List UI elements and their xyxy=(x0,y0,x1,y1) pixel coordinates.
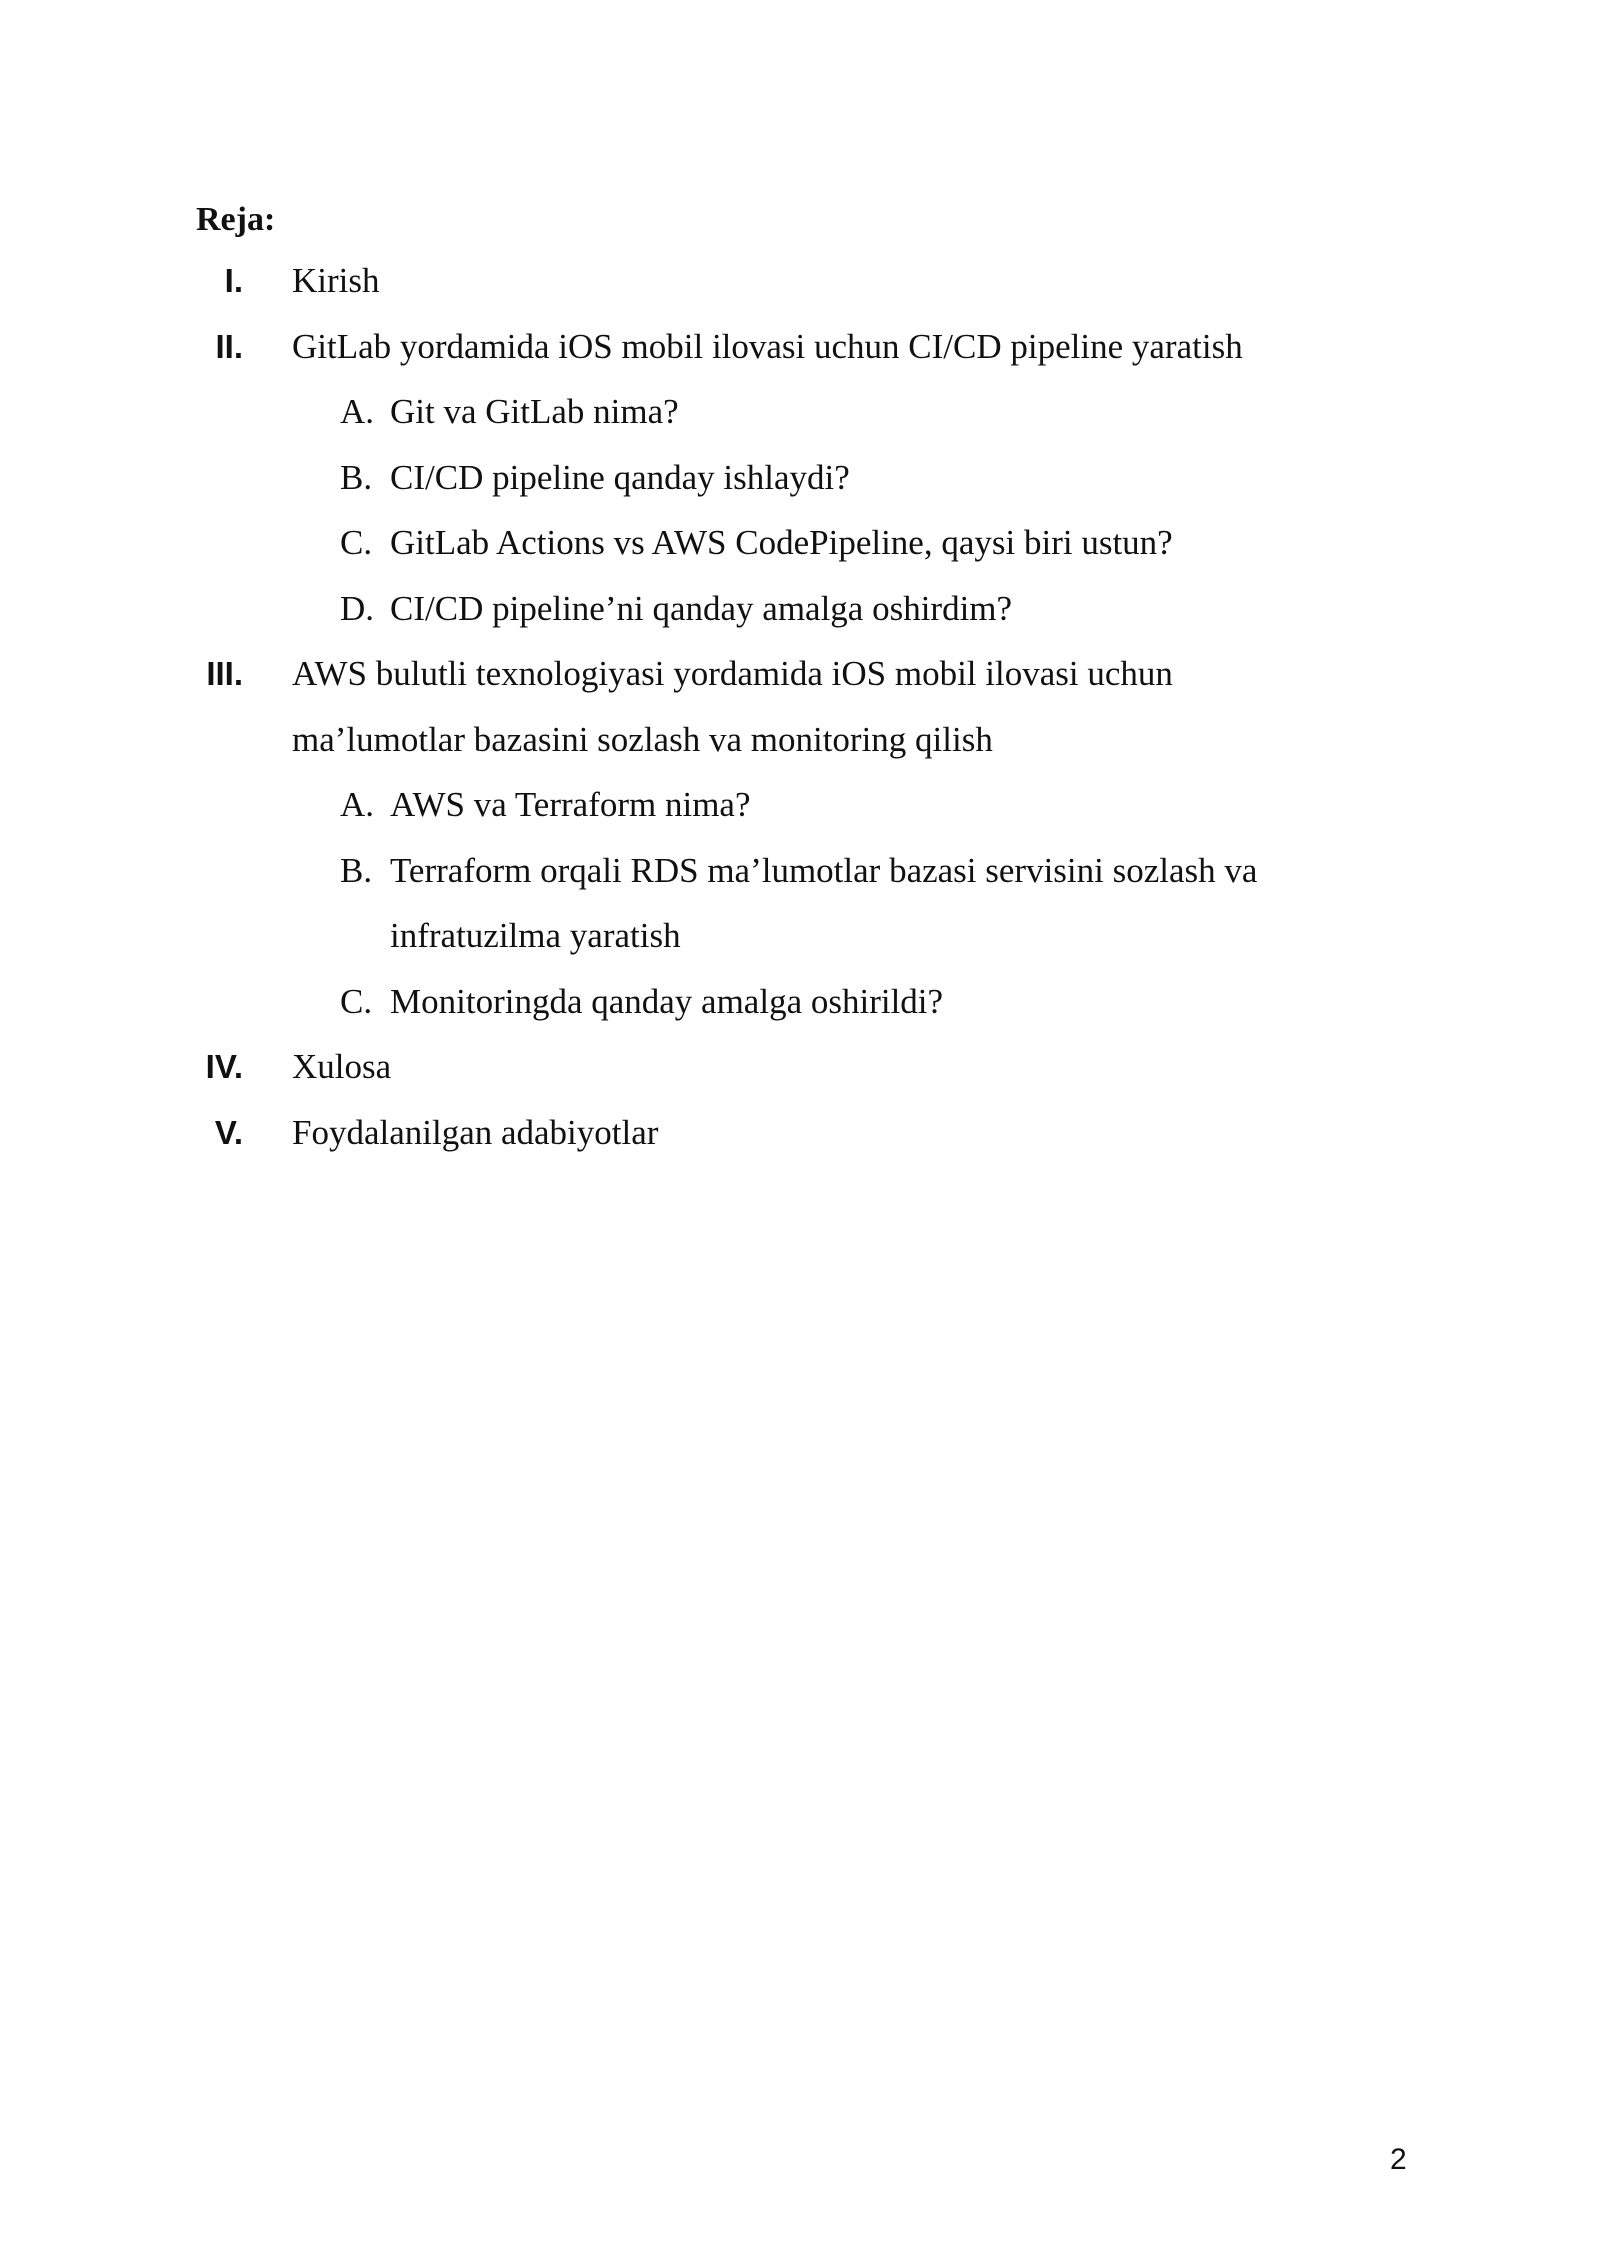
outline-item-text: Foydalanilgan adabiyotlar xyxy=(292,1112,659,1152)
outline-item-text: AWS bulutli texnologiyasi yordamida iOS mobil ilovasi uchun xyxy=(292,654,1173,693)
outline-heading: Reja: xyxy=(196,201,276,238)
roman-numeral: IV. xyxy=(205,1048,243,1085)
sub-item-2d xyxy=(0,582,1600,648)
sub-item-text: Terraform orqali RDS ma’lumotlar bazasi servisini sozlash va xyxy=(390,850,1258,890)
sub-item-letter: A. xyxy=(340,785,375,824)
sub-item-text-continuation: infratuzilma yaratish xyxy=(390,916,681,955)
sub-item-text: AWS va Terraform nima? xyxy=(390,785,751,824)
roman-numeral: I. xyxy=(224,262,243,299)
sub-item-3b xyxy=(0,844,1600,910)
sub-item-text: CI/CD pipeline’ni qanday amalga oshirdim? xyxy=(390,588,1013,628)
sub-item-letter: A. xyxy=(340,392,375,431)
outline-item-text: Kirish xyxy=(292,261,380,300)
sub-item-3c xyxy=(0,975,1600,1041)
outline-item-2 xyxy=(0,320,1600,386)
outline-item-text: GitLab yordamida iOS mobil ilovasi uchun CI/CD pipeline yaratish xyxy=(292,326,1243,366)
outline-item-3-continuation xyxy=(0,713,1600,779)
sub-item-3a xyxy=(0,778,1600,844)
sub-item-letter: B. xyxy=(340,850,373,890)
outline-item-5 xyxy=(0,1106,1600,1172)
roman-numeral: III. xyxy=(206,655,243,692)
sub-item-letter: B. xyxy=(340,457,373,497)
sub-item-letter: D. xyxy=(340,588,375,628)
sub-item-text: Git va GitLab nima? xyxy=(390,392,679,431)
sub-item-letter: C. xyxy=(340,523,373,562)
page-number: 2 xyxy=(1390,2143,1407,2176)
outline-item-3 xyxy=(0,647,1600,713)
roman-numeral: V. xyxy=(214,1113,243,1151)
sub-item-text: Monitoringda qanday amalga oshirildi? xyxy=(390,981,944,1021)
outline-list xyxy=(0,254,1600,1171)
sub-item-2a xyxy=(0,385,1600,451)
sub-item-2c xyxy=(0,516,1600,582)
outline-item-text-continuation: ma’lumotlar bazasini sozlash va monitoring qilish xyxy=(292,719,993,759)
sub-item-text: GitLab Actions vs AWS CodePipeline, qaysi biri ustun? xyxy=(390,523,1173,562)
outline-item-text: Xulosa xyxy=(292,1047,392,1086)
roman-numeral: II. xyxy=(215,327,243,365)
sub-item-2b xyxy=(0,451,1600,517)
sub-item-text: CI/CD pipeline qanday ishlaydi? xyxy=(390,457,850,497)
outline-item-1 xyxy=(0,254,1600,320)
sub-item-3b-continuation xyxy=(0,909,1600,975)
sub-item-letter: C. xyxy=(340,981,373,1021)
outline-item-4 xyxy=(0,1040,1600,1106)
